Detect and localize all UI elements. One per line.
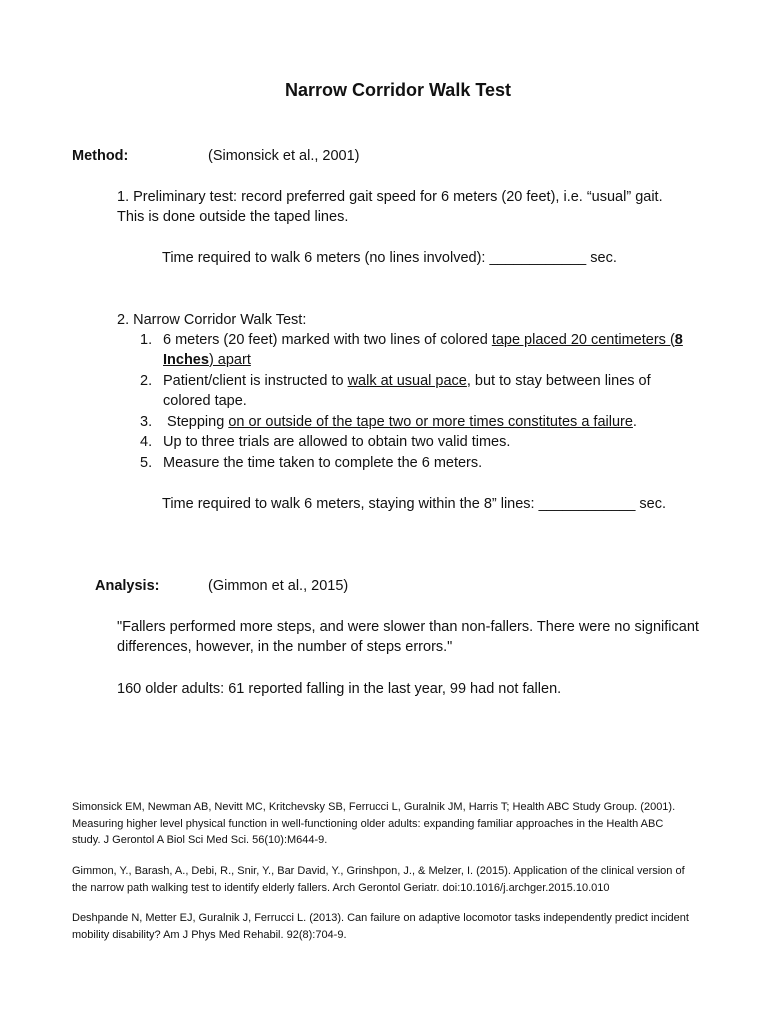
method-citation: (Simonsick et al., 2001) xyxy=(208,148,360,164)
list-item-text xyxy=(163,412,637,432)
analysis-label: Analysis: xyxy=(95,578,160,594)
list-item-text-part: Patient/client is instructed to xyxy=(163,373,348,389)
reference xyxy=(72,863,685,896)
analysis-quote-line-2: differences, however, in the number of steps errors." xyxy=(117,639,453,655)
list-item-continuation xyxy=(163,350,251,370)
preliminary-line-1: 1. Preliminary test: record preferred gait speed for 6 meters (20 feet), i.e. “usual” gait. xyxy=(117,189,663,205)
list-item-text: Up to three trials are allowed to obtain two valid times. xyxy=(163,434,511,450)
list-item-text xyxy=(163,330,683,350)
reference-line: the narrow path walking test to identify elderly fallers. Arch Gerontol Geriatr. doi:10.1016/j.archger.2015.10.010 xyxy=(72,881,610,894)
list-item-number: 1. xyxy=(140,332,153,348)
corridor-heading: 2. Narrow Corridor Walk Test: xyxy=(117,312,307,328)
list-item-number: 2. xyxy=(140,373,153,389)
analysis-citation: (Gimmon et al., 2015) xyxy=(208,578,349,594)
list-item-continuation: colored tape. xyxy=(163,393,247,409)
underlined-text: walk at usual pace xyxy=(347,373,467,389)
list-item-text-part: . xyxy=(632,414,637,430)
reference-line: Deshpande N, Metter EJ, Guralnik J, Ferrucci L. (2013). Can failure on adaptive locomotor tasks independently predict incident xyxy=(72,912,689,924)
reference xyxy=(72,799,675,849)
underlined-text: on or outside of the tape two or more times constitutes a failure xyxy=(228,414,633,430)
analysis-sample: 160 older adults: 61 reported falling in the last year, 99 had not fallen. xyxy=(117,681,562,697)
reference xyxy=(72,910,689,943)
reference-line: mobility disability? Am J Phys Med Rehabil. 92(8):704-9. xyxy=(72,928,347,941)
reference-line: Simonsick EM, Newman AB, Nevitt MC, Kritchevsky SB, Ferrucci L, Guralnik JM, Harris T; Health ABC Study Group. (2001). xyxy=(72,801,676,813)
underlined-bold-text: Inches xyxy=(163,352,209,368)
list-item-number: 4. xyxy=(140,434,153,450)
method-label: Method: xyxy=(72,148,129,164)
list-item-text-part: Stepping xyxy=(163,414,229,430)
corridor-time-line: Time required to walk 6 meters, staying within the 8” lines: ____________ sec. xyxy=(162,496,667,512)
underlined-text: tape placed 20 centimeters ( xyxy=(491,332,675,348)
list-item-text-part: 6 meters (20 feet) marked with two lines of colored xyxy=(163,332,492,348)
underlined-text: ) apart xyxy=(208,352,251,368)
reference-line: study. J Gerontol A Biol Sci Med Sci. 56(10):M644-9. xyxy=(72,834,328,846)
list-item-text xyxy=(163,371,651,391)
page-title: Narrow Corridor Walk Test xyxy=(284,80,512,100)
reference-line: Measuring higher level physical function in well-functioning older adults: expanding familiar approaches in the Health ABC xyxy=(72,817,664,830)
list-item-number: 5. xyxy=(140,455,153,471)
preliminary-time-line: Time required to walk 6 meters (no lines involved): ____________ sec. xyxy=(162,250,617,266)
analysis-quote-line-1: "Fallers performed more steps, and were slower than non-fallers. There were no significant xyxy=(117,619,699,635)
underlined-bold-text: 8 xyxy=(674,332,683,348)
preliminary-line-2: This is done outside the taped lines. xyxy=(117,209,349,225)
list-item-number: 3. xyxy=(140,414,153,430)
list-item-text-part: , but to stay between lines of xyxy=(466,373,651,389)
list-item-text: Measure the time taken to complete the 6 meters. xyxy=(163,455,483,471)
reference-line: Gimmon, Y., Barash, A., Debi, R., Snir, Y., Bar David, Y., Grinshpon, J., & Melzer, I. (2015). Application of the clinical version of xyxy=(72,865,685,877)
